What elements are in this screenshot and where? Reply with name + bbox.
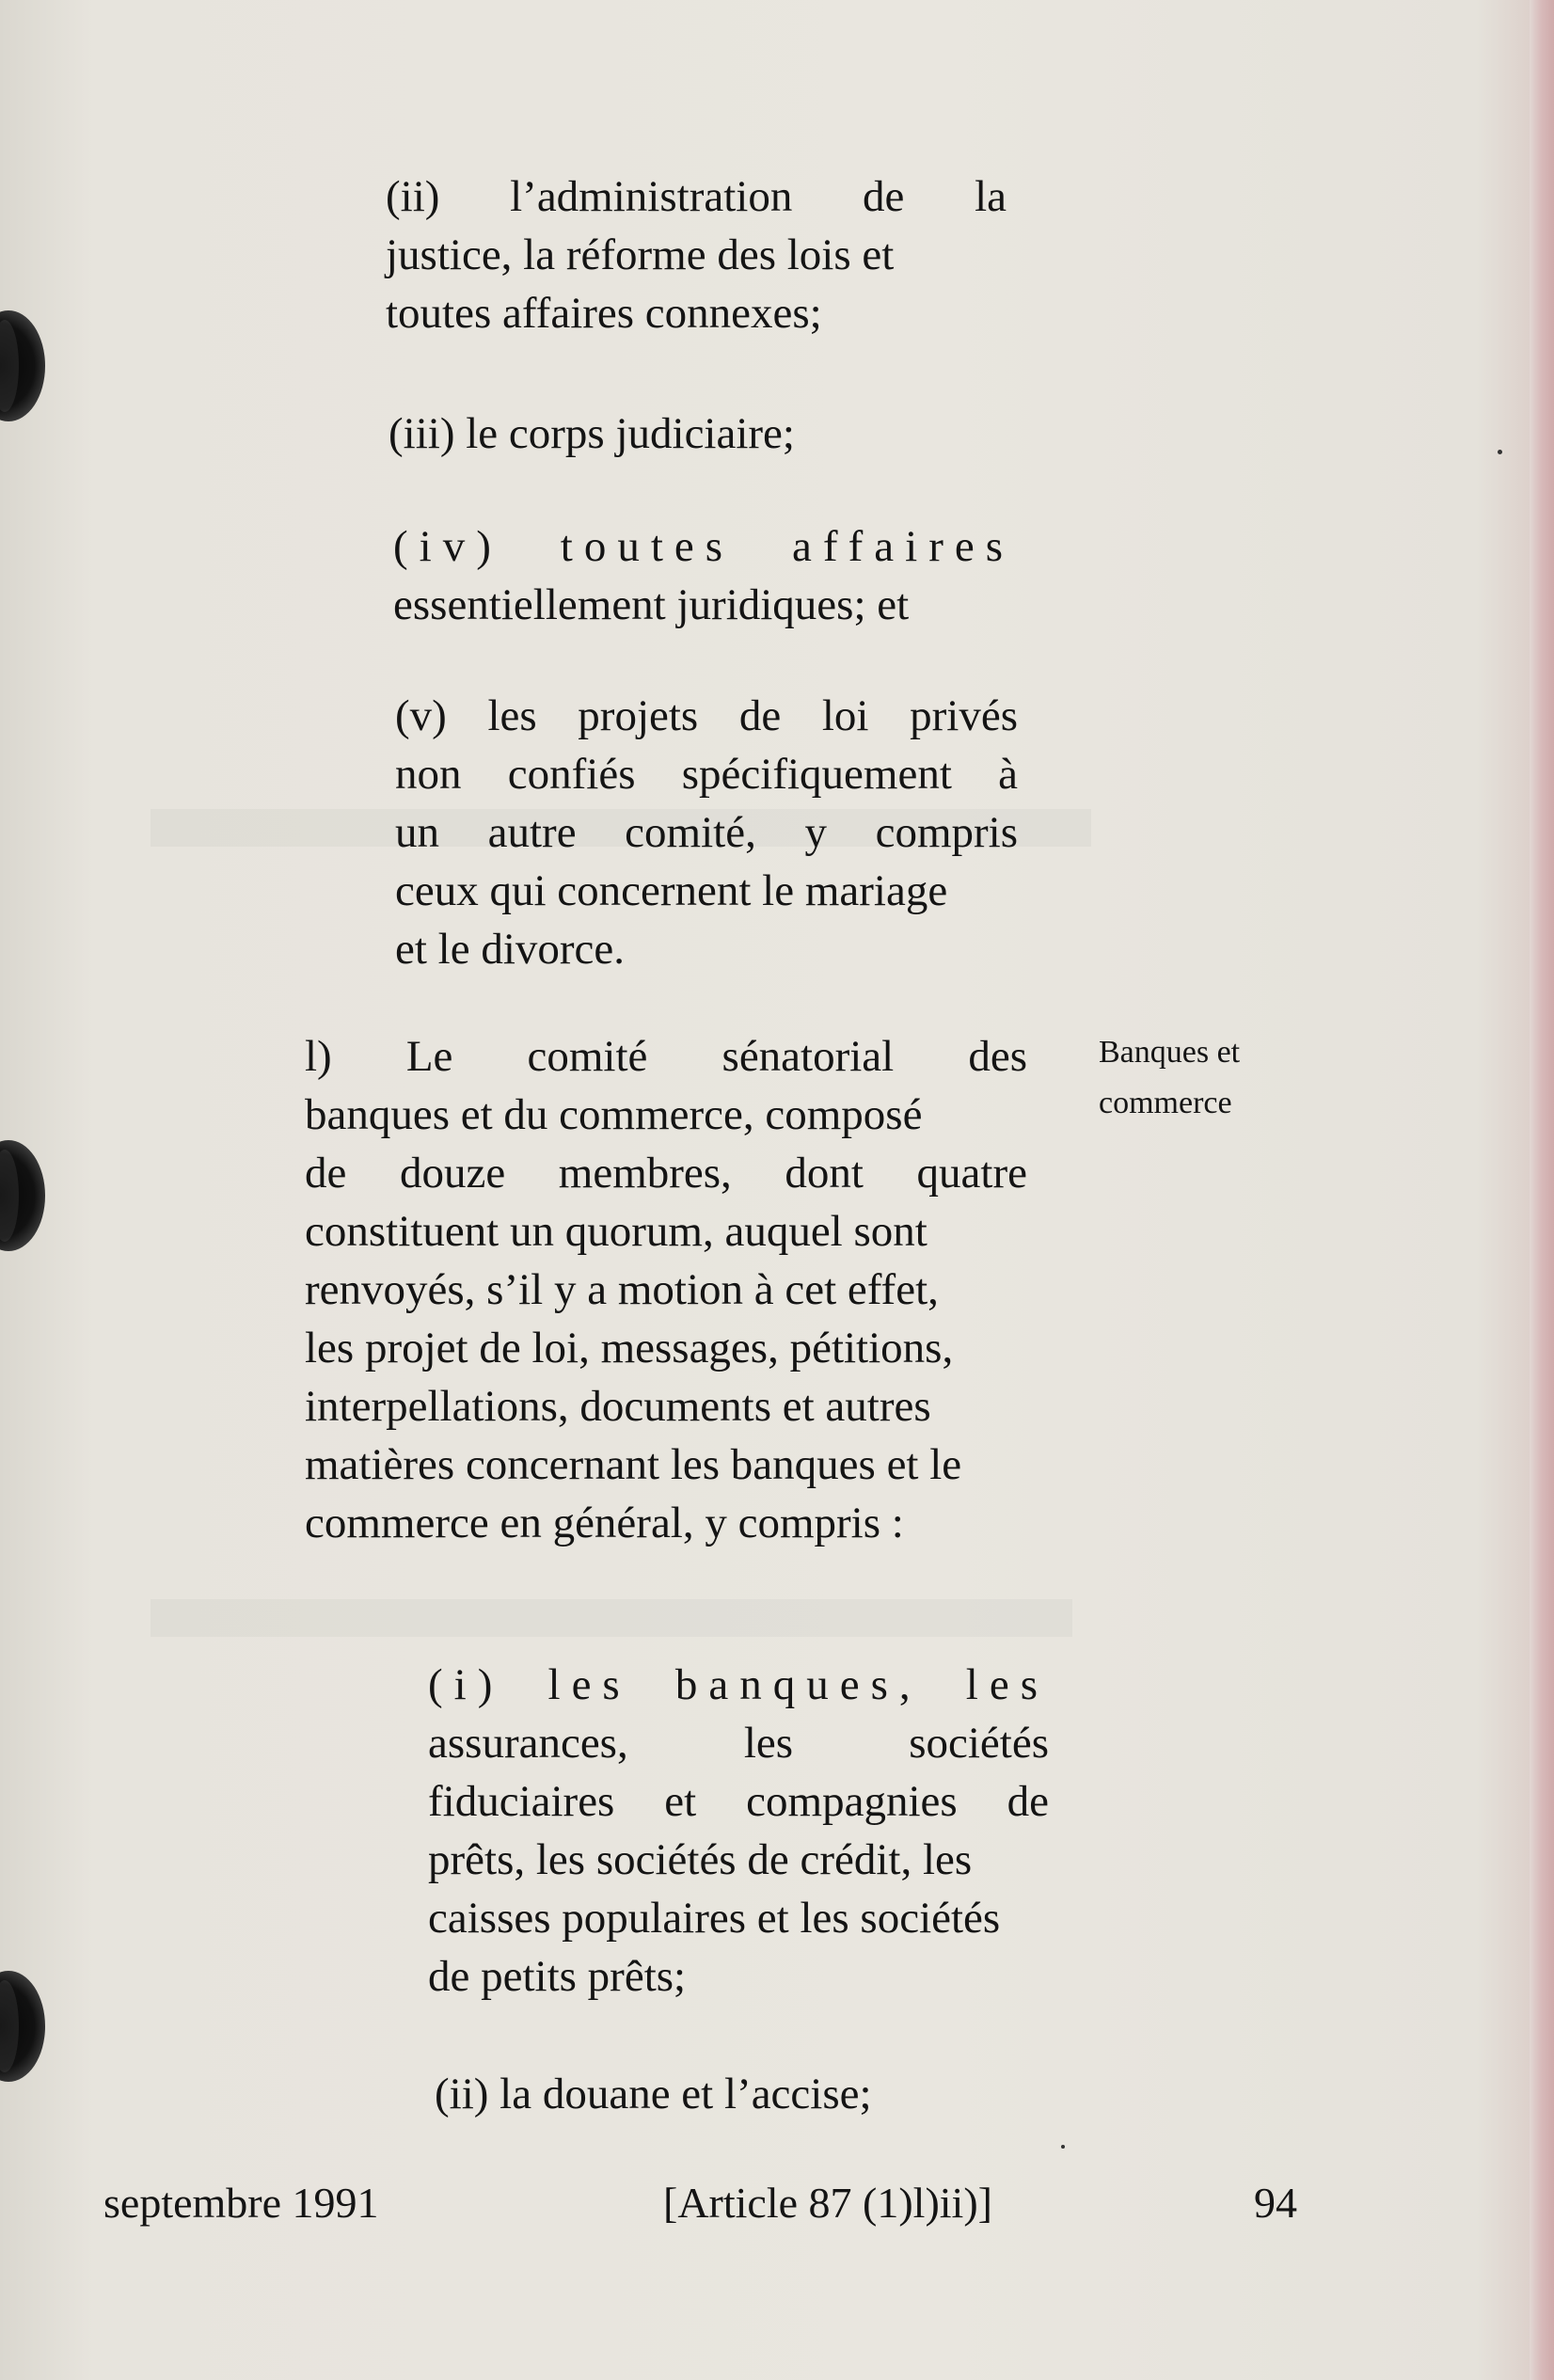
footer-reference: [Article 87 (1)l)ii)] [663,2179,992,2227]
speck [1061,2145,1065,2149]
sub-item-ii [435,2065,1055,2123]
text-line: matières concernant les banques et le [305,1440,962,1489]
punch-hole [0,1971,45,2082]
text-line: interpellations, documents et autres [305,1382,931,1431]
text-line: renvoyés, s’il y a motion à cet effet, [305,1265,939,1314]
item-iii [388,405,1009,463]
text-line: commerce en général, y compris : [305,1499,904,1547]
speck [1498,450,1502,454]
text-line: fiduciaires et compagnies de [428,1777,1049,1826]
margin-note [1099,1027,1240,1129]
text-line: de douze membres, dont quatre [305,1149,1027,1198]
punch-hole [0,1140,45,1251]
sub-item-i [428,1656,1049,2006]
paragraph-l [305,1027,1027,1552]
text-line: constituent un quorum, auquel sont [305,1207,928,1256]
item-ii [386,167,1007,342]
text-line: les projet de loi, messages, pétitions, [305,1324,954,1372]
margin-note-line: Banques et [1099,1035,1241,1070]
text-line: de petits prêts; [428,1952,687,2001]
text-line: un autre comité, y compris [395,808,1018,857]
footer-date: septembre 1991 [103,2179,379,2227]
text-line: (ii) la douane et l’accise; [435,2070,872,2118]
text-line: essentiellement juridiques; et [393,580,910,629]
margin-note-line: commerce [1099,1086,1232,1120]
item-v [395,687,1018,978]
text-line: (iv) toutes affaires [393,522,1014,571]
item-iv [393,517,1014,634]
text-line: (i) les banques, les [428,1660,1049,1709]
page-number: 94 [1254,2179,1297,2227]
text-line: et le divorce. [395,925,626,974]
text-line: (ii) l’administration de la [386,172,1007,221]
text-line: prêts, les sociétés de crédit, les [428,1835,973,1884]
punch-hole [0,310,45,421]
text-line: caisses populaires et les sociétés [428,1894,1001,1943]
show-through [151,1599,1072,1637]
text-line: non confiés spécifiquement à [395,750,1018,799]
text-line: (iii) le corps judiciaire; [388,409,795,458]
text-line: l) Le comité sénatorial des [305,1032,1027,1081]
text-line: ceux qui concernent le mariage [395,866,948,915]
page-edge [1530,0,1554,2380]
text-line: assurances, les sociétés [428,1719,1049,1768]
text-line: (v) les projets de loi privés [395,691,1018,740]
text-line: justice, la réforme des lois et [386,230,895,279]
text-line: toutes affaires connexes; [386,289,822,338]
text-line: banques et du commerce, composé [305,1090,923,1139]
